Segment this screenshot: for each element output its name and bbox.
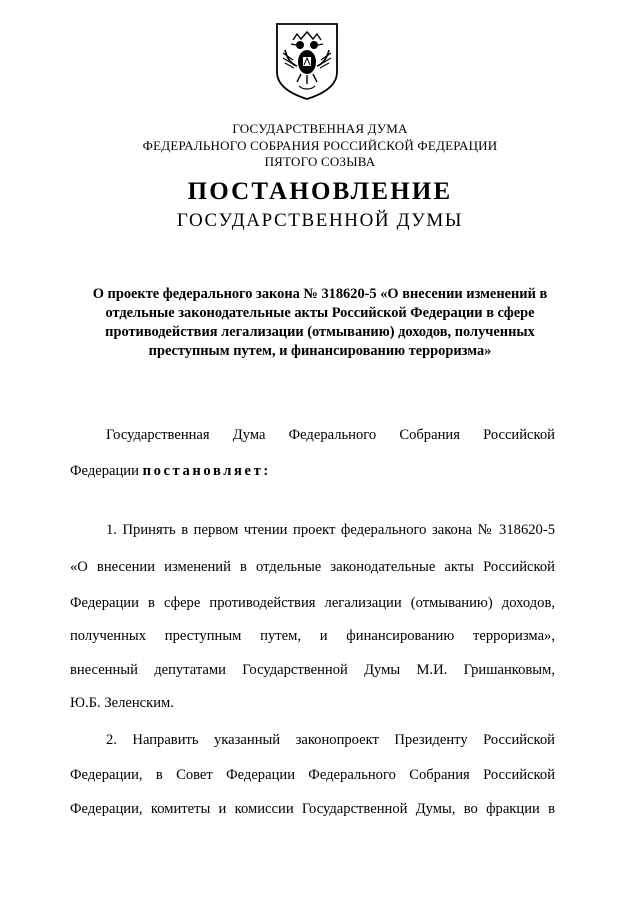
item2-line-2: Федерации, в Совет Федерации Федерального Собрания Российской bbox=[70, 767, 555, 783]
item1-line-6: Ю.Б. Зеленским. bbox=[70, 695, 174, 711]
subject-line-4: преступным путем, и финансированию терроризма» bbox=[148, 343, 492, 359]
preamble-line-1: Государственная Дума Федерального Собрания Российской bbox=[106, 427, 555, 443]
russian-coat-of-arms-icon bbox=[273, 20, 341, 102]
subject-line-1: О проекте федерального закона № 318620-5 «О внесении изменений в bbox=[92, 286, 548, 302]
subject-line-3: противодействия легализации (отмыванию) доходов, полученных bbox=[105, 324, 535, 340]
document-subtitle: ГОСУДАРСТВЕННОЙ ДУМЫ bbox=[176, 210, 464, 231]
preamble-line-2 bbox=[70, 461, 555, 481]
item1-line-1: 1. Принять в первом чтении проект федерального закона № 318620-5 bbox=[106, 522, 555, 538]
subject-line-2: отдельные законодательные акты Российской Федерации в сфере bbox=[105, 305, 535, 321]
decree-verb: постановляет: bbox=[142, 463, 271, 479]
org-name-line-2: ФЕДЕРАЛЬНОГО СОБРАНИЯ РОССИЙСКОЙ ФЕДЕРАЦИИ bbox=[142, 138, 498, 153]
preamble-prefix: Федерации bbox=[70, 463, 143, 479]
item1-line-2: «О внесении изменений в отдельные законодательные акты Российской bbox=[70, 559, 555, 575]
document-title: ПОСТАНОВЛЕНИЕ bbox=[187, 178, 453, 205]
item2-line-1: 2. Направить указанный законопроект Президенту Российской bbox=[106, 732, 555, 748]
org-name-line-1: ГОСУДАРСТВЕННАЯ ДУМА bbox=[232, 121, 408, 136]
item1-line-5: внесенный депутатами Государственной Думы М.И. Гришанковым, bbox=[70, 662, 555, 678]
convocation-line: ПЯТОГО СОЗЫВА bbox=[264, 154, 376, 169]
item1-line-3: Федерации в сфере противодействия легализации (отмыванию) доходов, bbox=[70, 595, 555, 611]
item1-line-4: полученных преступным путем, и финансированию терроризма», bbox=[70, 628, 555, 644]
item2-line-3: Федерации, комитеты и комиссии Государственной Думы, во фракции в bbox=[70, 801, 555, 817]
